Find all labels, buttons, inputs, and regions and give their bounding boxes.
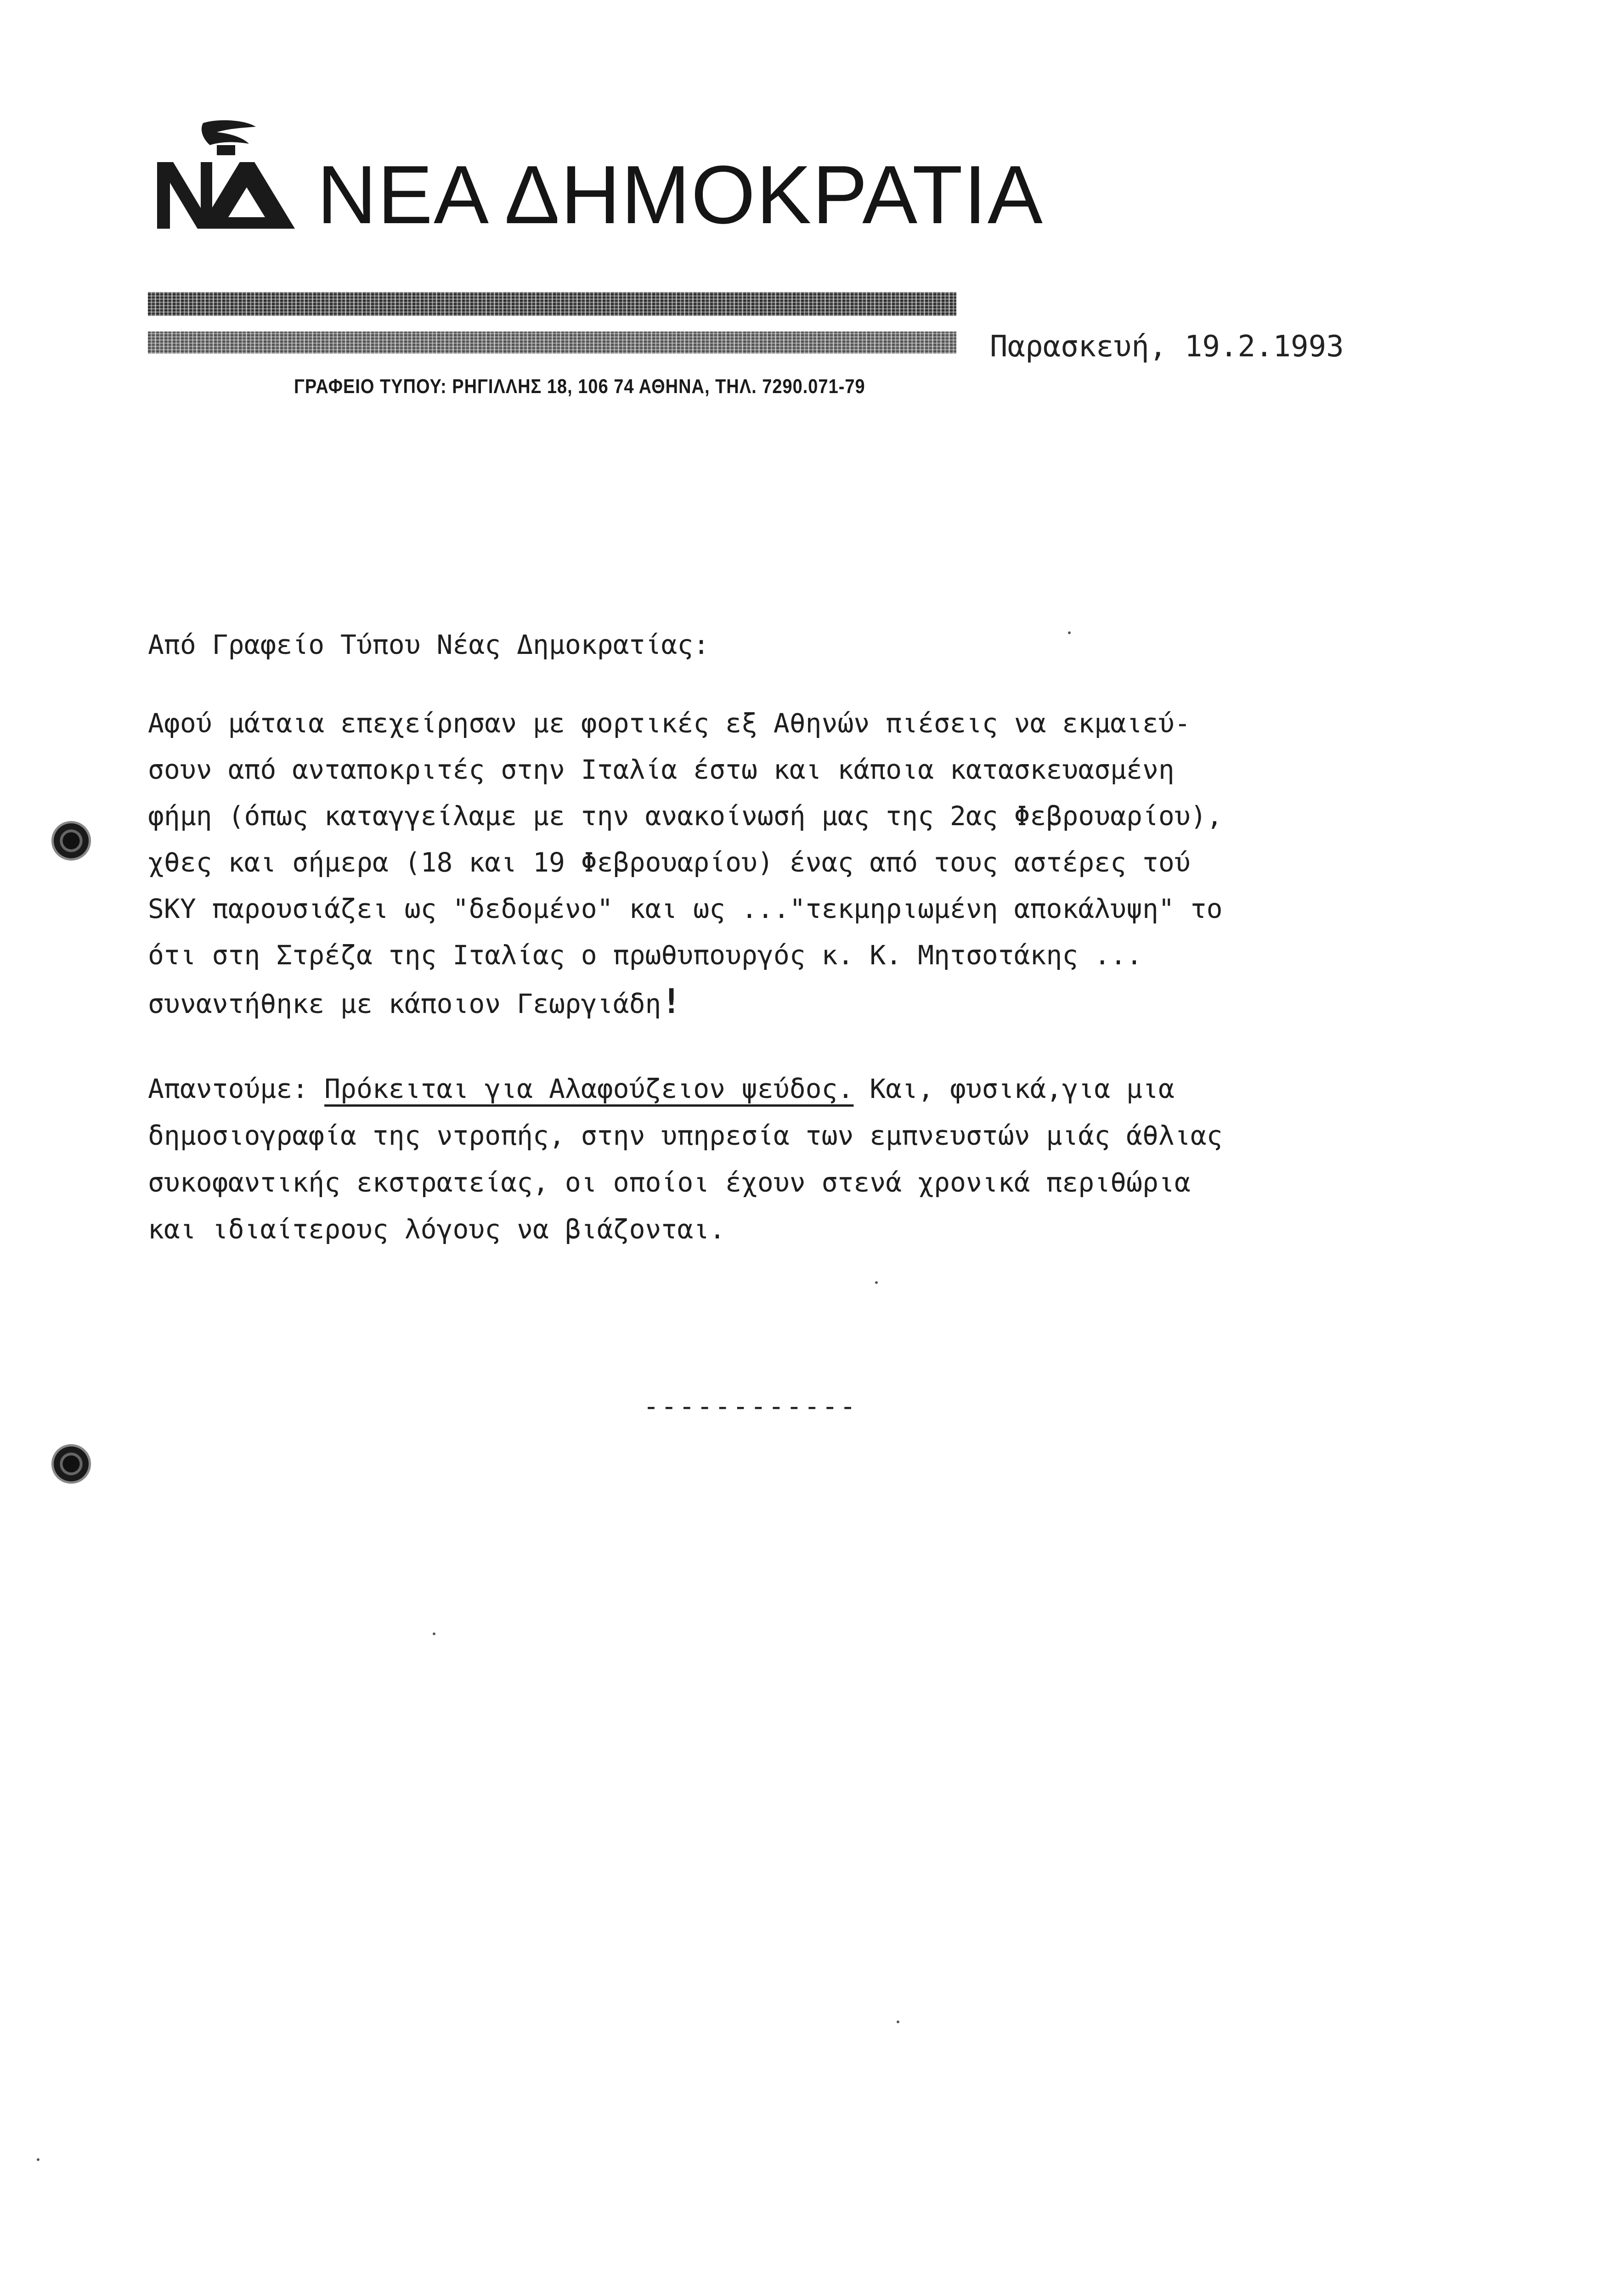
letterhead-band-top xyxy=(148,292,956,316)
paragraph-2-line: και ιδιαίτερους λόγους να βιάζονται. xyxy=(148,1214,726,1245)
binder-hole-icon xyxy=(51,821,91,861)
scan-speck xyxy=(875,1281,878,1284)
press-office-address: ΓΡΑΦΕΙΟ ΤΥΠΟΥ: ΡΗΓΙΛΛΗΣ 18, 106 74 ΑΘΗΝΑ, ΤΗΛ. 7290.071-79 xyxy=(294,376,865,398)
end-separator: ------------ xyxy=(643,1390,858,1422)
underlined-statement: Πρόκειται για Αλαφούζειον ψεύδος. xyxy=(324,1073,854,1104)
paragraph-1-last-line xyxy=(148,979,1462,1027)
paragraph-1-line: Αφού μάταια επεχείρησαν με φορτικές εξ Αθηνών πιέσεις να εκμαιεύ- xyxy=(148,708,1191,739)
paragraph-1-line: φήμη (όπως καταγγείλαμε με την ανακοίνωσή μας της 2ας Φεβρουαρίου), xyxy=(148,800,1223,832)
scan-speck xyxy=(37,2158,40,2161)
paragraph-2-line: δημοσιογραφία της ντροπής, στην υπηρεσία των εμπνευστών μιάς άθλιας xyxy=(148,1120,1223,1151)
paragraph-1-last-text: συναντήθηκε με κάποιον Γεωργιάδη xyxy=(148,988,661,1019)
paragraph-1-line: χθες και σήμερα (18 και 19 Φεβρουαρίου) ένας από τους αστέρες τού xyxy=(148,847,1191,878)
paragraph-1-line: SKY παρουσιάζει ως "δεδομένο" και ως ..."τεκμηριωμένη αποκάλυψη" το xyxy=(148,893,1223,924)
party-logo xyxy=(148,118,304,238)
torch-icon xyxy=(202,120,256,155)
document-date: Παρασκευή, 19.2.1993 xyxy=(990,330,1344,364)
binder-hole-icon xyxy=(51,1444,91,1484)
letterhead-band-bottom xyxy=(148,332,956,354)
paragraph-2-first-line xyxy=(148,1065,1462,1112)
nd-monogram xyxy=(157,162,295,229)
organization-name: ΝΕΑ ΔΗΜΟΚΡΑΤΙΑ xyxy=(317,149,1044,241)
scan-speck xyxy=(897,2020,899,2023)
paragraph-2 xyxy=(148,1065,1462,1253)
intro-line: Από Γραφείο Τύπου Νέας Δημοκρατίας: xyxy=(148,629,710,660)
handwritten-exclamation: ! xyxy=(661,982,682,1021)
reply-continuation: Και, φυσικά,για μια xyxy=(853,1073,1175,1104)
paragraph-1-line: ότι στη Στρέζα της Ιταλίας ο πρωθυπουργός κ. Κ. Μητσοτάκης ... xyxy=(148,940,1142,971)
paragraph-1-line: σουν από ανταποκριτές στην Ιταλία έστω και κάποια κατασκευασμένη xyxy=(148,754,1175,785)
scan-speck xyxy=(433,1632,435,1635)
reply-lead: Απαντούμε: xyxy=(148,1073,325,1104)
scan-speck xyxy=(1068,631,1071,634)
paragraph-1 xyxy=(148,700,1462,1027)
paragraph-2-line: συκοφαντικής εκστρατείας, οι οποίοι έχουν στενά χρονικά περιθώρια xyxy=(148,1167,1191,1198)
